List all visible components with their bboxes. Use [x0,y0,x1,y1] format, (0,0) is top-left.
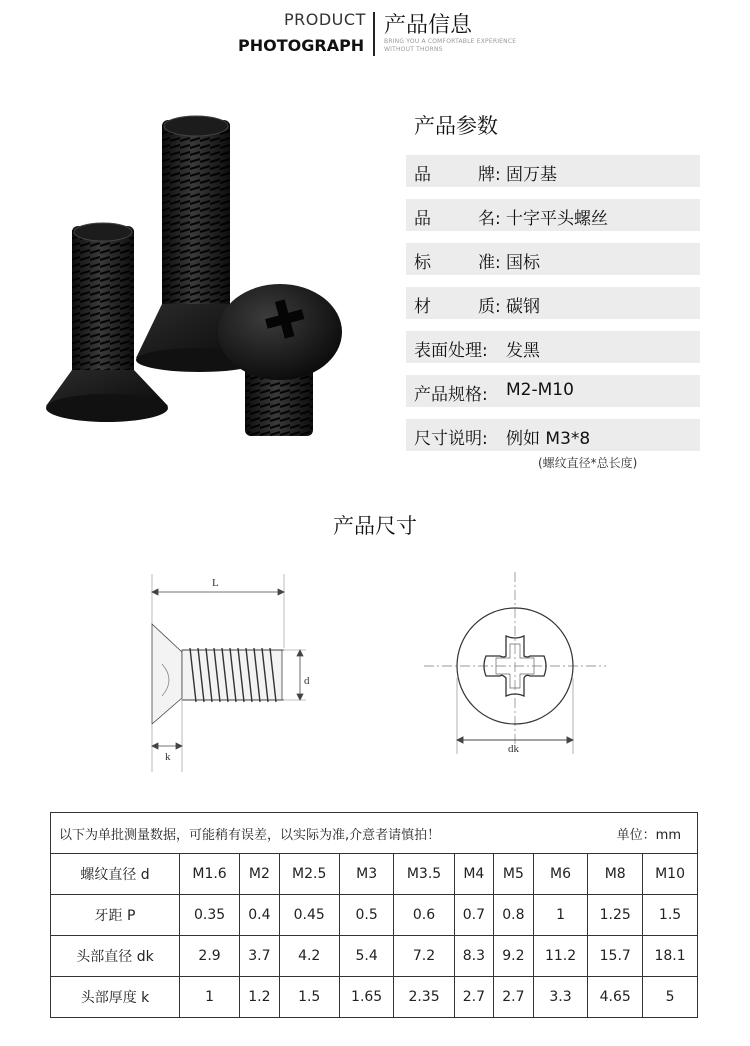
dimensions-title: 产品尺寸 [333,514,417,538]
row-label: 螺纹直径 d [51,854,180,895]
param-row-material [406,287,700,319]
table-cell: M2 [240,854,280,895]
params-title: 产品参数 [414,114,498,138]
table-row [51,854,698,895]
table-cell: 1 [533,895,588,936]
table-cell: M5 [494,854,534,895]
table-cell: 5 [643,977,698,1018]
table-cell: M10 [643,854,698,895]
table-cell: 1.5 [643,895,698,936]
table-cell: 0.45 [279,895,339,936]
param-label: 质: [478,297,501,317]
param-label: 材 [414,297,431,317]
product-photo [40,108,370,448]
param-label: 产品规格: [414,385,488,405]
param-label: 牌: [478,165,501,185]
table-cell: M2.5 [279,854,339,895]
screw-top-diagram [420,568,610,768]
param-label: 标 [414,253,431,273]
label-dk: dk [508,743,519,755]
table-cell: 0.5 [339,895,394,936]
table-unit: 单位：mm [616,827,681,843]
table-cell: 5.4 [339,936,394,977]
table-cell: 0.4 [240,895,280,936]
table-cell: 2.7 [454,977,494,1018]
param-value: M2-M10 [506,380,574,400]
screw-phillips-head [218,284,342,436]
screw-short [46,223,168,422]
param-row-brand [406,155,700,187]
table-cell: 2.7 [494,977,534,1018]
table-cell: 1.5 [279,977,339,1018]
param-label: 名: [478,209,501,229]
table-row [51,977,698,1018]
label-k: k [165,751,171,763]
param-label: 品 [414,209,431,229]
screw-side-diagram [140,568,320,778]
header-en-line1: PRODUCT [284,10,366,29]
param-label: 品 [414,165,431,185]
row-label: 头部厚度 k [51,977,180,1018]
param-value: 固万基 [506,165,557,185]
param-value: 碳钢 [506,297,540,317]
table-note-row [51,813,698,854]
table-cell: 15.7 [588,936,643,977]
table-cell: M8 [588,854,643,895]
table-cell: 3.7 [240,936,280,977]
table-cell: 1 [180,977,240,1018]
row-label: 头部直径 dk [51,936,180,977]
table-cell: M3 [339,854,394,895]
header-sub-line1: BRING YOU A COMFORTABLE EXPERIENCE [384,38,517,45]
param-row-spec [406,375,700,407]
table-cell: M4 [454,854,494,895]
table-note: 以下为单批测量数据，可能稍有误差，以实际为准,介意者请慎拍！ [59,827,441,843]
table-cell: 2.9 [180,936,240,977]
table-cell: 4.65 [588,977,643,1018]
table-row [51,895,698,936]
param-row-standard [406,243,700,275]
header-divider [373,12,375,56]
table-cell: 0.35 [180,895,240,936]
header-sub-line2: WITHOUT THORNS [384,46,443,53]
param-note: (螺纹直径*总长度) [538,456,638,470]
label-d: d [304,675,310,687]
table-cell: 1.2 [240,977,280,1018]
param-row-size [406,419,700,451]
header-en-line2: PHOTOGRAPH [238,36,365,55]
table-cell: 3.3 [533,977,588,1018]
param-label: 表面处理: [414,341,488,361]
param-label: 准: [478,253,501,273]
page-header [0,8,750,58]
param-label: 尺寸说明: [414,429,488,449]
size-table [50,812,698,1018]
table-cell: 11.2 [533,936,588,977]
table-cell: 1.25 [588,895,643,936]
param-value: 国标 [506,253,540,273]
table-cell: M6 [533,854,588,895]
table-note-cell [51,813,698,854]
param-row-name [406,199,700,231]
table-cell: 18.1 [643,936,698,977]
table-cell: 1.65 [339,977,394,1018]
table-row [51,936,698,977]
header-cn-title: 产品信息 [384,13,473,38]
table-cell: M3.5 [394,854,454,895]
table-cell: 2.35 [394,977,454,1018]
table-cell: M1.6 [180,854,240,895]
param-value: 发黑 [506,341,540,361]
param-value: 十字平头螺丝 [506,209,608,229]
param-value: 例如 M3*8 [506,429,591,449]
param-row-surface [406,331,700,363]
table-cell: 4.2 [279,936,339,977]
table-cell: 0.6 [394,895,454,936]
row-label: 牙距 P [51,895,180,936]
table-cell: 9.2 [494,936,534,977]
table-cell: 7.2 [394,936,454,977]
table-cell: 0.8 [494,895,534,936]
table-cell: 0.7 [454,895,494,936]
table-cell: 8.3 [454,936,494,977]
label-L: L [212,577,219,589]
